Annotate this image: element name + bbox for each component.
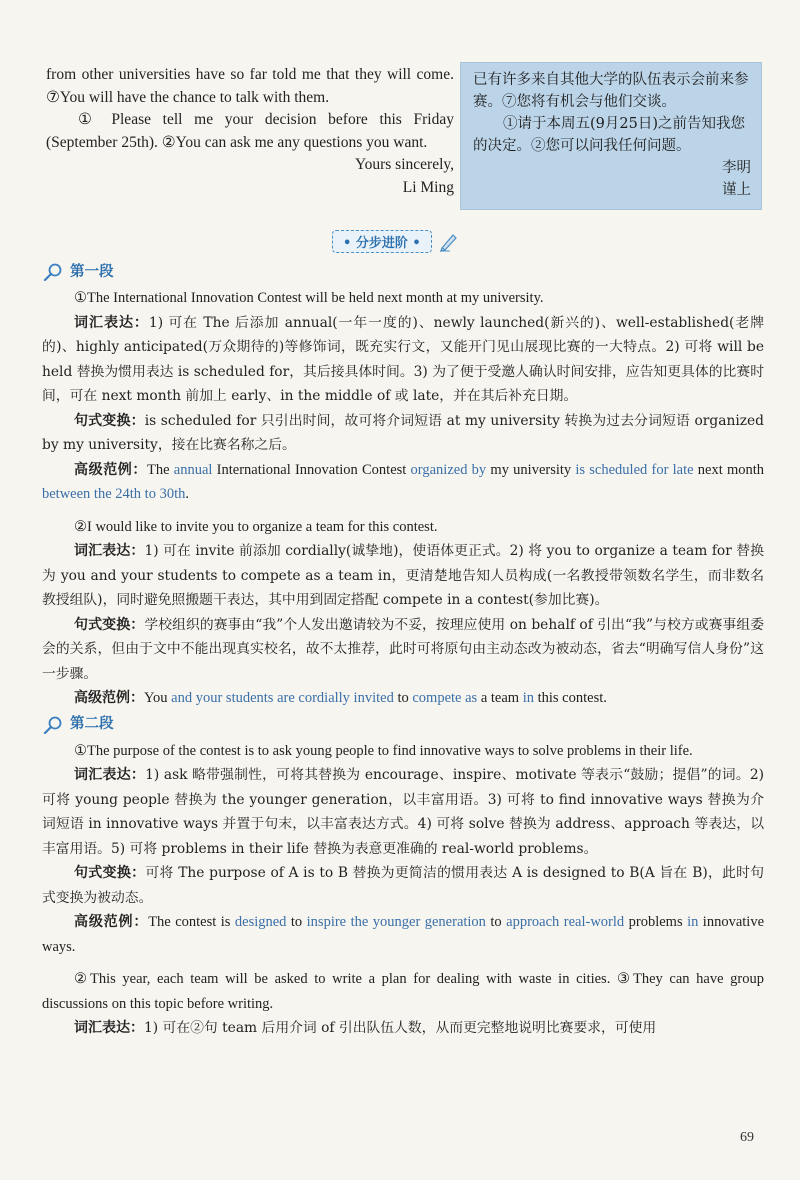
letter-closing: Yours sincerely, [354, 156, 454, 173]
example-sentence [42, 462, 764, 503]
section-title: 第二段 [70, 716, 114, 733]
vocab-label: 词汇表达： [74, 767, 146, 783]
highlighted-phrase: is scheduled for late [575, 461, 694, 478]
sentence-note: 可将 The purpose of A is to B 替换为更简洁的惯用表达 A is designed to B(A 旨在 B)，此时句式变换为被动态。 [42, 865, 764, 906]
translation-box [460, 62, 762, 210]
section-banner [332, 230, 460, 252]
letter-signature: Li Ming [402, 178, 454, 196]
letter-paragraph: from other universities have so far told me that they will come. ⑦You will have the chance to talk with them. [46, 66, 454, 106]
highlighted-phrase: designed [234, 914, 287, 930]
section-heading [42, 258, 764, 286]
translation-signature: 李明 [722, 160, 751, 176]
translation-closing: 谨上 [722, 182, 751, 198]
example-label: 高级范例： [74, 914, 149, 930]
source-sentence: ②I would like to invite you to organize a team for this contest. [74, 518, 438, 535]
analysis-body [42, 258, 764, 1041]
example-text: next month [693, 461, 765, 478]
translation-paragraph: 已有许多来自其他大学的队伍表示会前来参赛。⑦您将有机会与他们交谈。 [473, 72, 749, 110]
letter-english [46, 64, 454, 199]
example-text: my university [486, 461, 576, 478]
example-text: to [485, 914, 507, 930]
example-text: You [144, 690, 172, 706]
section-heading [42, 711, 764, 739]
section-title: 第一段 [70, 263, 114, 280]
translation-paragraph: ①请于本周五(9月25日)之前告知我您的决定。②您可以问我任何问题。 [473, 116, 745, 154]
source-sentence: ①The purpose of the contest is to ask young people to find innovative ways to solve problems in their life. [74, 742, 693, 759]
source-sentence: ②This year, each team will be asked to write a plan for dealing with waste in cities. ③They can have group discussions on this topic before writing. [42, 971, 764, 1012]
sentence-label: 句式变换： [74, 865, 146, 881]
highlighted-phrase: in [687, 914, 699, 930]
vocab-note: 1) 可在 invite 前添加 cordially(诚挚地)，使语体更正式。2) 将 you to organize a team for 替换为 you and your students to compete as a team in，更清楚地告知人员构成(一名教授带领数名学生，而非数名教授组队)，同时避免照搬题干表达，其中用到固定搭配 compete in a contest(参加比赛)。 [42, 543, 764, 608]
vocab-label: 词汇表达： [74, 314, 149, 331]
sentence-label: 句式变换： [74, 616, 145, 633]
example-text: The contest is [148, 914, 235, 930]
sentence-note: is scheduled for 只引出时间，故可将介词短语 at my university 转换为过去分词短语 organized by my university，接在比赛名称之后。 [42, 412, 765, 453]
vocab-label: 词汇表达： [74, 1020, 144, 1036]
example-sentence [42, 914, 764, 955]
highlighted-phrase: organized by [410, 461, 487, 478]
example-text: a team [477, 690, 523, 706]
page-number: 69 [740, 1130, 754, 1145]
highlighted-phrase: in [522, 690, 534, 706]
vocab-note: 1) ask 略带强制性，可将其替换为 encourage、inspire、motivate 等表示“鼓励；提倡”的词。2) 可将 young people 替换为 the younger generation，以丰富用语。3) 可将 to find innovative ways 替换为介词短语 in innovative ways 并置于句末，以丰富表达方式。4) 可将 solve 替换为 address、approach 等表达，以丰富用语。5) 可将 problems in their life 替换为表意更准确的 real-world problems。 [42, 767, 764, 857]
highlighted-phrase: and your students are cordially invited [171, 690, 394, 706]
letter-paragraph: ① Please tell me your decision before this Friday (September 25th). ②You can ask me any questions you want. [46, 111, 454, 151]
example-sentence [144, 690, 607, 706]
vocab-label: 词汇表达： [74, 543, 145, 559]
sentence-label: 句式变换： [74, 412, 145, 429]
example-text: to [286, 914, 307, 930]
example-text: International Innovation Contest [212, 461, 411, 478]
highlighted-phrase: inspire the younger generation [306, 914, 486, 930]
pen-icon [438, 230, 460, 252]
example-text: . [185, 486, 189, 502]
example-text: problems [624, 914, 688, 930]
highlighted-phrase: between the 24th to 30th [42, 486, 186, 502]
vocab-note: 1) 可在 The 后添加 annual(一年一度的)、newly launched(新兴的)、well-established(老牌的)、highly anticipated(万众期待的)等修饰词，既充实行文，又能开门见山展现比赛的一大特点。2) 可将 will be held 替换为惯用表达 is scheduled for，其后接具体时间。3) 为了便于受邀人确认时间安排，应告知更具体的比赛时间，可在 next month 前加上 early、in the middle of 或 late，并在其后补充日期。 [42, 314, 764, 404]
example-text: to [393, 690, 413, 706]
example-text: this contest. [533, 690, 607, 706]
banner-label: • 分步进阶 • [332, 230, 432, 253]
source-sentence: ①The International Innovation Contest will be held next month at my university. [74, 290, 544, 306]
highlighted-phrase: approach real-world [506, 914, 625, 930]
sentence-note: 学校组织的赛事由“我”个人发出邀请较为不妥，按理应使用 on behalf of 引出“我”与校方或赛事组委会的关系，但由于文中不能出现真实校名，故不太推荐，此时可将原句由主动态改为被动态，省去“明确写信人身份”这一步骤。 [42, 616, 765, 682]
example-text: The [147, 461, 174, 478]
magnifier-icon [42, 263, 64, 281]
highlighted-phrase: compete as [412, 690, 478, 706]
example-text: innovative ways. [42, 914, 765, 955]
example-label: 高级范例： [74, 461, 147, 478]
example-label: 高级范例： [74, 690, 144, 706]
highlighted-phrase: annual [173, 461, 213, 478]
magnifier-icon [42, 716, 64, 734]
vocab-note: 1) 可在②句 team 后用介词 of 引出队伍人数，从而更完整地说明比赛要求，可使用 [144, 1020, 657, 1036]
